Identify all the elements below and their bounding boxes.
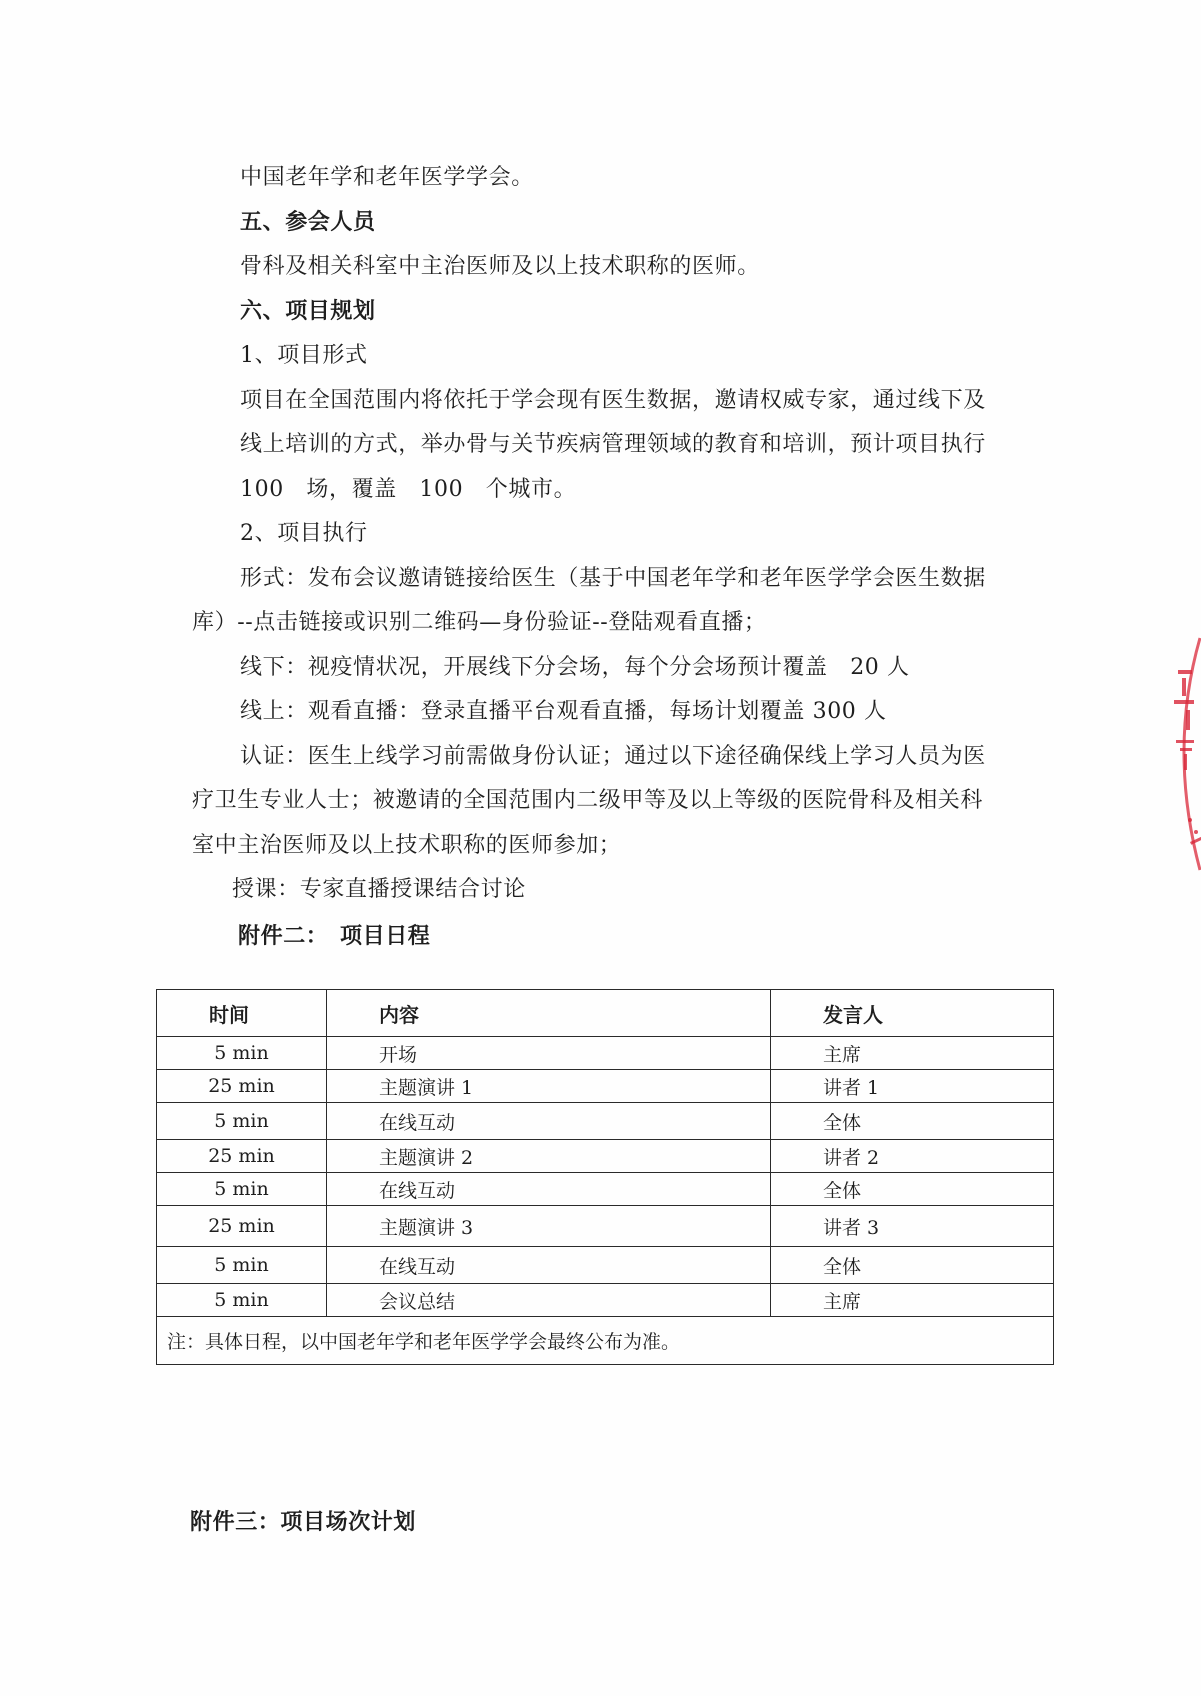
table-note-row xyxy=(157,1317,1054,1365)
table-header-row xyxy=(157,990,1054,1037)
cell-content: 在线互动 xyxy=(327,1103,771,1140)
table-row xyxy=(157,1284,1054,1317)
cell-speaker: 讲者 2 xyxy=(771,1140,1054,1173)
sub1-line1: 项目在全国范围内将依托于学会现有医生数据，邀请权威专家，通过线下及 xyxy=(240,388,986,413)
attachment2-title: 附件二： 项目日程 xyxy=(238,924,431,949)
table-row xyxy=(157,1103,1054,1140)
table-row xyxy=(157,1070,1054,1103)
cell-speaker: 主席 xyxy=(771,1284,1054,1317)
seal-stamp-icon xyxy=(1160,630,1201,880)
schedule-table xyxy=(156,989,1054,1365)
cell-time: 5 min xyxy=(157,1037,327,1070)
table-row xyxy=(157,1037,1054,1070)
cell-content: 在线互动 xyxy=(327,1173,771,1206)
attachment3-title: 附件三：项目场次计划 xyxy=(190,1510,417,1535)
cell-content: 开场 xyxy=(327,1037,771,1070)
table-row xyxy=(157,1173,1054,1206)
cell-time: 25 min xyxy=(157,1206,327,1247)
header-content: 内容 xyxy=(327,990,771,1037)
table-row xyxy=(157,1247,1054,1284)
cell-time: 5 min xyxy=(157,1284,327,1317)
org-line: 中国老年学和老年医学学会。 xyxy=(240,165,534,190)
table-row xyxy=(157,1140,1054,1173)
sub1-title: 1、项目形式 xyxy=(240,343,368,368)
cell-time: 5 min xyxy=(157,1103,327,1140)
cell-time: 25 min xyxy=(157,1070,327,1103)
cell-content: 在线互动 xyxy=(327,1247,771,1284)
sub1-line3: 100 场，覆盖 100 个城市。 xyxy=(240,477,577,502)
cell-content: 主题演讲 1 xyxy=(327,1070,771,1103)
cell-content: 主题演讲 3 xyxy=(327,1206,771,1247)
cell-time: 25 min xyxy=(157,1140,327,1173)
sub1-line2: 线上培训的方式，举办骨与关节疾病管理领域的教育和培训，预计项目执行 xyxy=(240,432,986,457)
section6-title: 六、项目规划 xyxy=(240,299,376,324)
teach-line: 授课：专家直播授课结合讨论 xyxy=(232,877,526,902)
auth-line1: 认证：医生上线学习前需做身份认证；通过以下途径确保线上学习人员为医 xyxy=(240,744,986,769)
cell-speaker: 讲者 1 xyxy=(771,1070,1054,1103)
cell-content: 会议总结 xyxy=(327,1284,771,1317)
offline-line: 线下：视疫情状况，开展线下分会场，每个分会场预计覆盖 20 人 xyxy=(240,655,910,680)
cell-speaker: 全体 xyxy=(771,1247,1054,1284)
cell-time: 5 min xyxy=(157,1247,327,1284)
online-line: 线上：观看直播：登录直播平台观看直播，每场计划覆盖 300 人 xyxy=(240,699,887,724)
section5-title: 五、参会人员 xyxy=(240,210,376,235)
cell-content: 主题演讲 2 xyxy=(327,1140,771,1173)
table-note: 注：具体日程，以中国老年学和老年医学学会最终公布为准。 xyxy=(157,1317,1054,1365)
auth-line3: 室中主治医师及以上技术职称的医师参加； xyxy=(192,833,622,858)
cell-speaker: 全体 xyxy=(771,1103,1054,1140)
cell-speaker: 讲者 3 xyxy=(771,1206,1054,1247)
sub2-title: 2、项目执行 xyxy=(240,521,368,546)
cell-speaker: 主席 xyxy=(771,1037,1054,1070)
form-line1: 形式：发布会议邀请链接给医生（基于中国老年学和老年医学学会医生数据 xyxy=(240,566,986,591)
cell-time: 5 min xyxy=(157,1173,327,1206)
header-time: 时间 xyxy=(157,990,327,1037)
header-speaker: 发言人 xyxy=(771,990,1054,1037)
cell-speaker: 全体 xyxy=(771,1173,1054,1206)
auth-line2: 疗卫生专业人士；被邀请的全国范围内二级甲等及以上等级的医院骨科及相关科 xyxy=(192,788,984,813)
table-row xyxy=(157,1206,1054,1247)
form-line2: 库）--点击链接或识别二维码—身份验证--登陆观看直播； xyxy=(192,610,767,635)
section5-text: 骨科及相关科室中主治医师及以上技术职称的医师。 xyxy=(240,254,760,279)
